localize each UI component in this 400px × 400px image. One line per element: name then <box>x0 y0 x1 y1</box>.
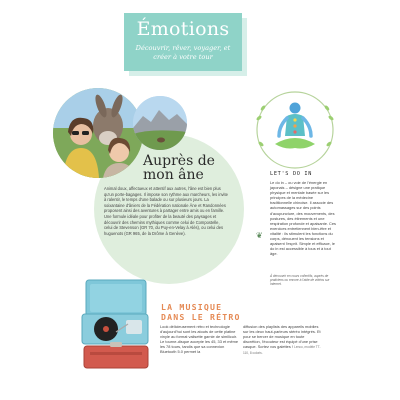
article-body-music-left: Look délicieusement rétro et technologie d'aujourd'hui sont les atouts de cette platine vinyle au format valisette garnie de similicuir. Le tourne-disque accepte les 45, 33 et même les 78 tours, tandis que sa connexion Bluetooth 5.0 permet la <box>160 324 239 355</box>
article-title-music-line1: LA MUSIQUE <box>161 302 223 312</box>
article-title-music <box>161 303 241 322</box>
article-body-music-right-text: diffusion des playlists des appareils mobiles sur les deux haut-parleurs stéréo intégrés. Et pour se bercer de musique en toute discrétion, l'écouteur est équipé d'une prise casque. Sortez vos galettes ! <box>243 324 321 350</box>
article-caption-do-in: À découvrir en cours collectifs, auprès de praticiens ou encore à l'aide de vidéos sur Internet. <box>270 274 330 287</box>
article-title-music-line2: DANS LE RÉTRO <box>161 311 241 322</box>
banner-title: Émotions <box>136 18 230 40</box>
banner-subtitle: Découvrir, rêver, voyager, et créer à votre tour <box>135 44 231 61</box>
article-title-donkey: Auprès de mon âne <box>143 153 215 183</box>
article-body-do-in: Le do in – ou voie de l'énergie en japonais – désigne une pratique physique et mentale basée sur les principes de la médecine traditionnelle chinoise. Il associe des automassages sur des points d'acupuncture, des mouvements, des postures, des étirements et une respiration profonde et apaisante. Ces exercices entretiennent bien-être et vitalité : ils stimulent les fonctions du corps, dénouent les tensions et apaisent l'esprit. Simple et efficace, le do in est accessible à tous et à tout âge. <box>270 180 336 257</box>
turntable-product-image <box>78 272 156 372</box>
meditation-figure-illustration <box>249 88 341 172</box>
article-caption-music: Lenco, modèle TT-110, 8 coloris. <box>243 345 321 356</box>
article-body-donkey: Animal doux, affectueux et attentif aux autres, l'âne est bien plus qu'un porte-bagages. Il impose son rythme aux marcheurs, les invite à ralentir, le temps d'une balade ou sur plusieurs jours. La soixantaine d'âniers de la Fédération nationale Âne et Randonnées proposent ainsi des aventures à partager entre amis ou en famille. Une formule idéale pour profiter de la beauté des paysages et découvrir des chemins mythiques comme celui de Compostelle, celui de Stevenson (GR 70, du Puy-en-Velay à Alès), ou celui des huguenots (GR 965, de la Drôme à Genève). <box>104 186 228 236</box>
article-title-do-in: LET'S DO IN <box>270 171 313 177</box>
donkey-selfie-photo <box>53 88 143 178</box>
leaf-icon: ❦ <box>256 231 263 240</box>
article-body-music-right <box>243 324 323 357</box>
section-banner <box>124 13 242 71</box>
mountain-landscape-photo <box>133 96 187 150</box>
